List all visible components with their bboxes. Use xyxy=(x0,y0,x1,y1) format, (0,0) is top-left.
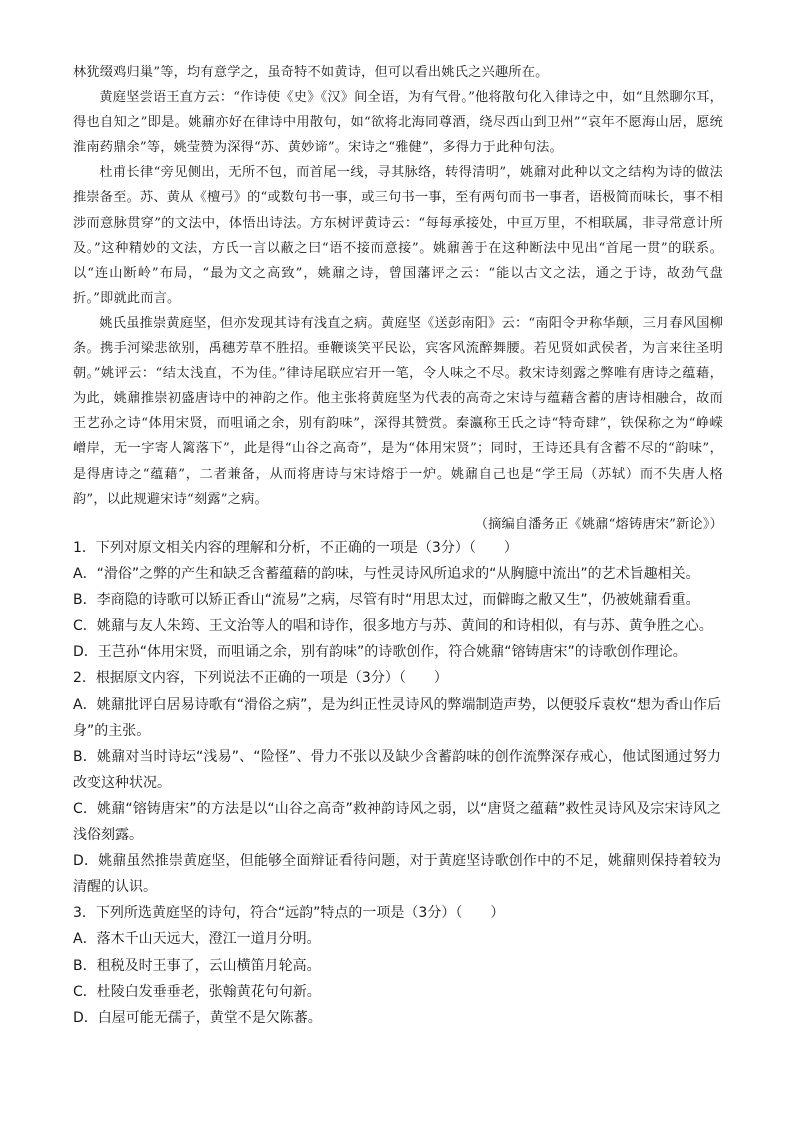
passage-source: （摘编自潘务正《姚鼐“熔铸唐宋”新论》） xyxy=(474,516,723,532)
answer-option: C．姚鼐与友人朱筠、王文治等人的唱和诗作，很多地方与苏、黄间的和诗相似，有与苏、黄争胜之心。 xyxy=(73,618,713,635)
question-stem: 3．下列所选黄庭坚的诗句，符合“远韵”特点的一项是（3分）（ ） xyxy=(73,905,505,922)
answer-option: A．落木千山天远大，澄江一道月分明。 xyxy=(73,931,321,948)
passage-paragraph: 林犹缀鸡归巢”等，均有意学之，虽奇特不如黄诗，但可以看出姚氏之兴趣所在。 xyxy=(73,65,549,80)
answer-option: B．李商隐的诗歌可以矫正香山“流易”之病，尽管有时“用思太过，而僻晦之敝又生”，仍被姚鼐看重。 xyxy=(73,592,700,609)
answer-option: D．姚鼐虽然推崇黄庭坚，但能够全面辩证看待问题，对于黄庭坚诗歌创作中的不足，姚鼐则保持着较为清醒的认识。 xyxy=(73,853,721,896)
answer-option: B．姚鼐对当时诗坛“浅易”、“险怪”、骨力不张以及缺少含蓄韵味的创作流弊深存戒心，他试图通过努力改变这种状况。 xyxy=(73,748,721,791)
answer-option: D．王芑孙“体用宋贤，而咀诵之余，别有韵味”的诗歌创作，符合姚鼐“镕铸唐宋”的诗歌创作理论。 xyxy=(73,644,687,661)
passage-paragraph: 黄庭坚尝语王直方云：“作诗使《史》《汉》间全语，为有气骨。”他将散句化入律诗之中，如“且然聊尔耳，得也自知之”即是。姚鼐亦好在律诗中用散句，如“欲将北海同尊酒，绕尽西山到卫州”“哀年不愿海山居，愿统淮南药鼎余”等，姚莹赞为深得“苏、黄妙谛”。宋诗之“雅健”，多得力于此种句法。 xyxy=(73,90,723,156)
answer-option: C．姚鼐“镕铸唐宋”的方法是以“山谷之高奇”救神韵诗风之弱，以“唐贤之蕴藉”救性灵诗风及宗宋诗风之浅俗刻露。 xyxy=(73,800,721,844)
question-stem: 1．下列对原文相关内容的理解和分析，不正确的一项是（3分）（ ） xyxy=(73,540,518,556)
question-stem: 2．根据原文内容，下列说法不正确的一项是（3分）（ ） xyxy=(73,670,448,687)
passage-paragraph: 姚氏虽推崇黄庭坚，但亦发现其诗有浅直之病。黄庭坚《送彭南阳》云：“南阳令尹称华颠，三月春风国柳条。携手河梁悲欲别，禹穗芳草不胜招。垂鞭谈笑平民讼，宾客风流醉舞腰。若见贤如武侯者，为言来往圣明朝。”姚评云：“结太浅直，不为佳。”律诗尾联应宕开一笔，令人味之不尽。救宋诗刻露之弊唯有唐诗之蕴藉，为此，姚鼐推崇初盛唐诗中的神韵之作。他主张将黄庭坚为代表的高奇之宋诗与蕴藉含蓄的唐诗相融合，故而王艺孙之诗“体用宋贤，而咀诵之余，别有韵味”，深得其赞赏。秦瀛称王氏之诗“特奇肆”，铁保称之为“峥嵘嶒岸，无一字寄人篱落下”，此是得“山谷之高奇”，是为“体用宋贤”；同时，王诗还具有含蓄不尽的“韵味”，是得唐诗之“蕴藉”，二者兼备，从而将唐诗与宋诗熔于一炉。姚鼐自己也是“学王局（苏轼）而不失唐人格韵”，以此规避宋诗“刻露”之病。 xyxy=(73,315,723,507)
question-section xyxy=(73,535,721,1031)
answer-option: C．杜陵白发垂垂老，张翰黄花句句新。 xyxy=(73,983,321,1000)
reading-passage xyxy=(73,60,723,537)
answer-option: A．“滑俗”之弊的产生和缺乏含蓄蕴藉的韵味，与性灵诗风所追求的“从胸臆中流出”的艺术旨趣相关。 xyxy=(73,566,700,583)
answer-option: B．租税及时王事了，云山横笛月轮高。 xyxy=(73,957,321,974)
answer-option: D．白屋可能无孺子，黄堂不是欠陈蕃。 xyxy=(73,1009,322,1026)
answer-option: A．姚鼐批评白居易诗歌有“滑俗之病”，是为纠正性灵诗风的弊端制造声势，以便驳斥袁枚“想为香山作后身”的主张。 xyxy=(73,696,721,739)
passage-paragraph: 杜甫长律“旁见侧出，无所不包，而首尾一线，寻其脉络，转得清明”，姚鼐对此种以文之结构为诗的做法推崇备至。苏、黄从《檀弓》的“或数句书一事，或三句书一事，至有两句而书一事者，语极简而味长，事不相涉而意脉贯穿”的文法中，体悟出诗法。方东树评黄诗云：“每每承接处，中亘万里，不相联属，非寻常意计所及。”这种精妙的文法，方氏一言以蔽之曰“语不接而意接”。姚鼐善于在这种断法中见出“首尾一贯”的联系。以“连山断岭”布局，“最为文之高致”，姚鼐之诗，曾国藩评之云：“能以古文之法，通之于诗，故劲气盘折。”即就此而言。 xyxy=(73,165,723,306)
